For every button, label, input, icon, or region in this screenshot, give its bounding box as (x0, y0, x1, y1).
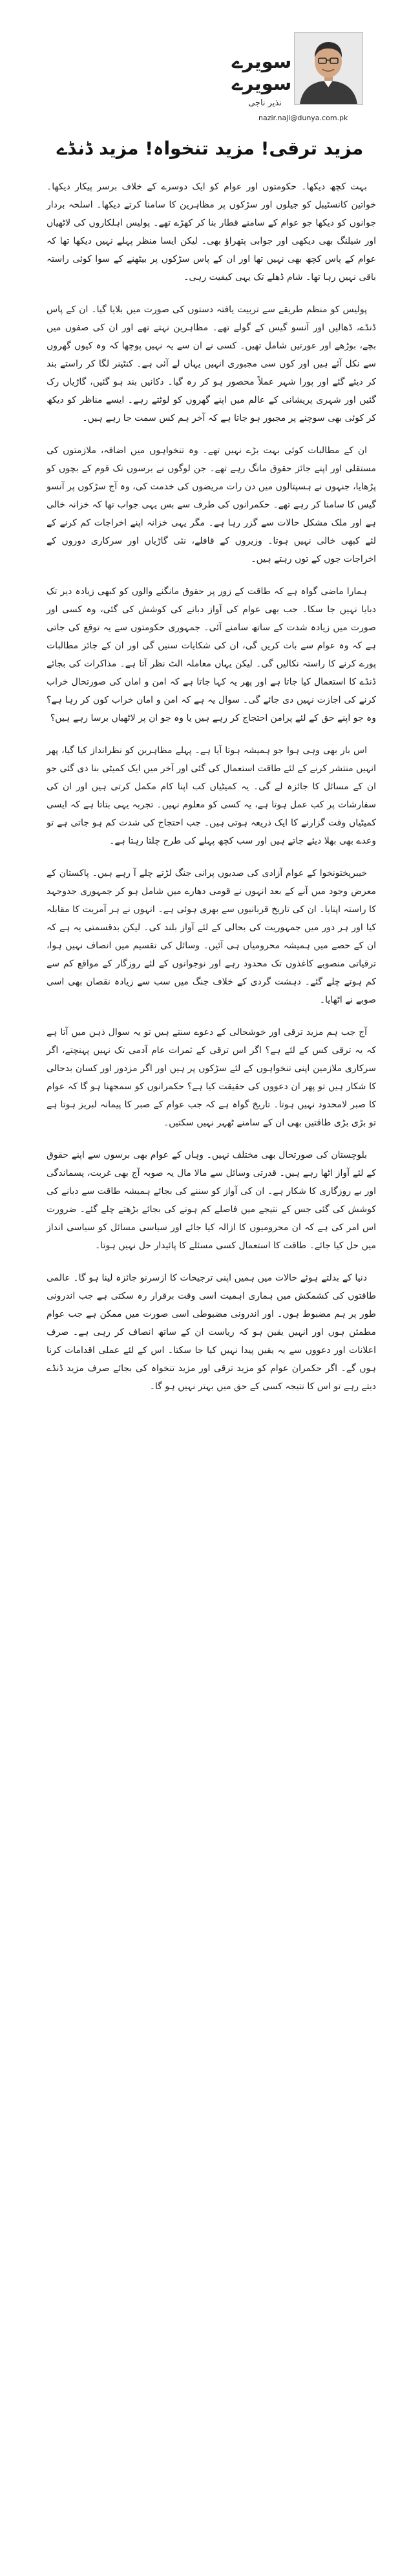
column-header (0, 0, 420, 129)
author-name: نذیر ناجی (248, 98, 282, 108)
article-paragraph: بہت کچھ دیکھا۔ حکومتوں اور عوام کو ایک دوسرے کے خلاف برسر پیکار دیکھا۔ خواتین کانسٹیبل کو جیلوں اور سڑکوں پر مظاہرین کا سامنا کرتے دیکھا۔ اسلحہ بردار جوانوں کو دیکھا جو عوام کے سامنے قطار بنا کر کھڑے تھے۔ پولیس اہلکاروں کی لاٹھیاں اور شیلنگ بھی دیکھی اور جوابی پتھراؤ بھی۔ لیکن ایسا منظر پہلے نہیں دیکھا تھا کہ عوام کے پاس کچھ بھی نہیں تھا اور ان کے پاس سڑکوں پر بیٹھنے کے سوا کوئی راستہ باقی نہیں رہا تھا۔ شام ڈھلے تک یہی کیفیت رہی۔ (47, 182, 376, 282)
author-email: nazir.naji@dunya.com.pk (258, 114, 348, 122)
column-logo (226, 50, 297, 100)
article-headline: مزید ترقی! مزید تنخواہ! مزید ڈنڈے (56, 138, 364, 159)
article-paragraph: ہمارا ماضی گواہ ہے کہ طاقت کے زور پر حقوق مانگنے والوں کو کبھی زیادہ دیر تک دبایا نہیں جا سکا۔ جب بھی عوام کی آواز دبانے کی کوشش کی گئی، وہ کسی اور صورت میں زیادہ شدت کے ساتھ سامنے آئی۔ جمہوری حکومتوں سے یہ توقع کی جاتی ہے کہ وہ عوام سے بات کریں گی، ان کی شکایات سنیں گی اور ان کے جائز مطالبات پورے کرنے کا راستہ نکالیں گی۔ لیکن یہاں معاملہ الٹ نظر آتا ہے۔ مذاکرات کی بجائے ڈنڈے کا استعمال کیا جاتا ہے اور پھر یہ کہا جاتا ہے کہ امن و امان کی صورتحال خراب کرنے کی اجازت نہیں دی جائے گی۔ سوال یہ ہے کہ امن و امان خراب کون کر رہا ہے؟ وہ جو اپنے حق کے لئے پرامن احتجاج کر رہے ہیں یا وہ جو ان پر لاٹھیاں برسا رہے ہیں؟ (47, 586, 376, 723)
article-paragraph: آج جب ہم مزید ترقی اور خوشحالی کے دعوے سنتے ہیں تو یہ سوال ذہن میں آتا ہے کہ یہ ترقی کس کے لئے ہے؟ اگر اس ترقی کے ثمرات عام آدمی تک نہیں پہنچتے، اگر سرکاری ملازمین اپنی تنخواہوں کے لئے سڑکوں پر ہیں اور اگر مزدور اور کسان بدحالی کا شکار ہیں تو پھر ان دعووں کی حقیقت کیا ہے؟ حکمرانوں کو سمجھنا ہو گا کہ عوام کا صبر لامحدود نہیں ہوتا۔ تاریخ گواہ ہے کہ جب عوام کے صبر کا پیمانہ لبریز ہوتا ہے تو بڑی بڑی طاقتیں بھی ان کے سامنے ٹھہر نہیں سکتیں۔ (47, 1027, 376, 1128)
article-body (47, 178, 376, 1410)
author-photo (294, 32, 363, 105)
article-paragraph: خیبرپختونخوا کے عوام آزادی کی صدیوں پرانی جنگ لڑتے چلے آ رہے ہیں۔ پاکستان کے معرض وجود میں آنے کے بعد انہوں نے قومی دھارے میں شامل ہو کر جمہوری جدوجہد کا راستہ اپنایا۔ ان کی تاریخ قربانیوں سے بھری ہوئی ہے۔ انہوں نے ہر آمریت کا مقابلہ کیا اور ہر دور میں جمہوریت کی بحالی کے لئے آواز بلند کی۔ لیکن بدقسمتی یہ ہے کہ ان کے حصے میں ہمیشہ محرومیاں ہی آئیں۔ وسائل کی تقسیم میں انصاف نہیں ہوا، ترقیاتی منصوبے کاغذوں تک محدود رہے اور نوجوانوں کے لئے روزگار کے مواقع کم سے کم ہوتے چلے گئے۔ دہشت گردی کے خلاف جنگ میں سب سے زیادہ نقصان بھی اسی صوبے نے اٹھایا۔ (47, 868, 376, 1005)
article-paragraph: ان کے مطالبات کوئی بہت بڑے نہیں تھے۔ وہ تنخواہوں میں اضافہ، ملازمتوں کی مستقلی اور اپنے جائز حقوق مانگ رہے تھے۔ جن لوگوں نے برسوں تک قوم کے بچوں کو پڑھایا، جنہوں نے ہسپتالوں میں دن رات مریضوں کی خدمت کی، وہ آج سڑکوں پر آنسو گیس کا سامنا کر رہے تھے۔ حکمرانوں کی طرف سے بس یہی جواب تھا کہ خزانہ خالی ہے اور ملک مشکل حالات سے گزر رہا ہے۔ مگر یہی خزانہ اپنے اخراجات کم کرنے کے لئے کبھی خالی نہیں ہوتا۔ وزیروں کے قافلے، نئی گاڑیاں اور سرکاری دوروں کے اخراجات جوں کے توں رہتے ہیں۔ (47, 445, 376, 564)
article-paragraph: دنیا کے بدلتے ہوئے حالات میں ہمیں اپنی ترجیحات کا ازسرنو جائزہ لینا ہو گا۔ عالمی طاقتوں کی کشمکش میں ہماری اہمیت اسی وقت برقرار رہ سکتی ہے جب اندرونی طور پر ہم مضبوط ہوں۔ اور اندرونی مضبوطی اسی صورت میں ممکن ہے جب عوام مطمئن ہوں اور انہیں یقین ہو کہ ریاست ان کے ساتھ انصاف کر رہی ہے۔ صرف اعلانات اور دعووں سے یہ یقین پیدا نہیں کیا جا سکتا۔ اس کے لئے عملی اقدامات کرنا ہوں گے۔ اگر حکمران عوام کو مزید ترقی اور مزید تنخواہ کی بجائے صرف مزید ڈنڈے دیتے رہے تو اس کا نتیجہ کسی کے حق میں بہتر نہیں ہو گا۔ (47, 1273, 376, 1392)
article-paragraph: بلوچستان کی صورتحال بھی مختلف نہیں۔ وہاں کے عوام بھی برسوں سے اپنے حقوق کے لئے آواز اٹھا رہے ہیں۔ قدرتی وسائل سے مالا مال یہ صوبہ آج بھی غربت، پسماندگی اور بے روزگاری کا شکار ہے۔ ان کی آواز کو سننے کی بجائے ہمیشہ طاقت سے دبانے کی کوشش کی گئی جس کے نتیجے میں فاصلے کم ہونے کی بجائے بڑھتے چلے گئے۔ ضرورت اس امر کی ہے کہ ان محرومیوں کا ازالہ کیا جائے اور سیاسی مسائل کو سیاسی انداز میں حل کیا جائے۔ طاقت کا استعمال کسی مسئلے کا پائیدار حل نہیں ہوتا۔ (47, 1150, 376, 1251)
article-paragraph: اس بار بھی وہی ہوا جو ہمیشہ ہوتا آیا ہے۔ پہلے مظاہرین کو نظرانداز کیا گیا، پھر انہیں منتشر کرنے کے لئے طاقت استعمال کی گئی اور آخر میں ایک کمیٹی بنا دی گئی جو ان کے مسائل کا جائزہ لے گی۔ یہ کمیٹیاں کب اپنا کام مکمل کرتی ہیں اور ان کی سفارشات پر کب عمل ہوتا ہے، یہ کسی کو معلوم نہیں۔ تجربہ یہی بتاتا ہے کہ ایسی کمیٹیاں وقت گزارنے کا ایک ذریعہ ہوتی ہیں۔ جب احتجاج کی شدت کم ہو جاتی ہے تو وعدے بھی بھلا دیئے جاتے ہیں اور سب کچھ پہلے کی طرح چلتا رہتا ہے۔ (47, 745, 376, 846)
column-name-line-2: سویرے (231, 72, 292, 94)
column-name-line-1: سویرے (231, 50, 292, 72)
article-paragraph: پولیس کو منظم طریقے سے تربیت یافتہ دستوں کی صورت میں بلایا گیا۔ ان کے پاس ڈنڈے، ڈھالیں اور آنسو گیس کے گولے تھے۔ مظاہرین نہتے تھے اور ان کی صفوں میں بچے، بوڑھے اور عورتیں شامل تھیں۔ کسی نے ان سے یہ نہیں پوچھا کہ وہ کیوں گھروں سے نکل آئے ہیں اور کون سی مجبوری انہیں یہاں لے آئی ہے۔ کنٹینر لگا کر راستے بند کر دیئے گئے اور پورا شہر عملاً محصور ہو کر رہ گیا۔ دکانیں بند ہو گئیں، گاڑیاں رک گئیں اور شہری پریشانی کے عالم میں اپنے گھروں کو لوٹتے رہے۔ ایسے مناظر کو دیکھ کر کوئی بھی سوچنے پر مجبور ہو جاتا ہے کہ آخر ہم کس سمت جا رہے ہیں۔ (47, 304, 376, 423)
author-portrait-icon (295, 33, 362, 104)
